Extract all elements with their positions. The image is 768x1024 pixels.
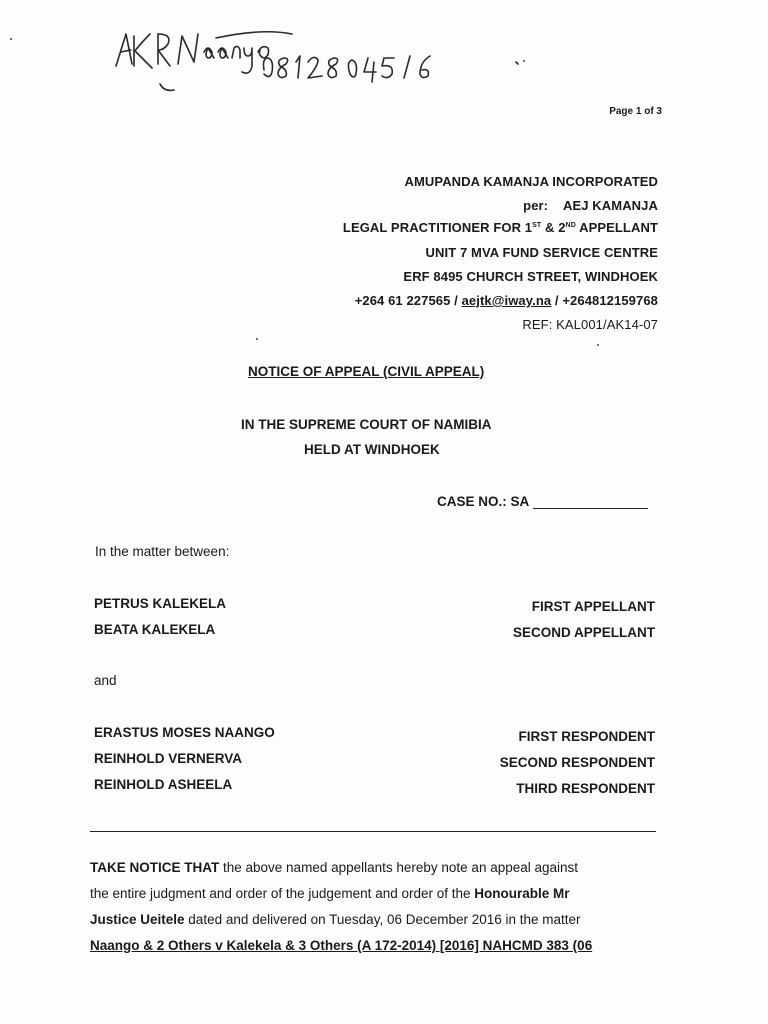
scan-speck xyxy=(523,60,525,62)
body-text-3: dated and delivered on Tuesday, 06 December 2016 in the matter xyxy=(184,912,581,927)
judge-title: Honourable Mr xyxy=(474,886,570,901)
address-line-2: ERF 8495 CHURCH STREET, WINDHOEK xyxy=(403,269,658,284)
ordinal-first: ST xyxy=(532,222,542,229)
respondent-3-role: THIRD RESPONDENT xyxy=(516,781,655,796)
case-number-label: CASE NO.: SA xyxy=(437,494,530,509)
firm-per-line xyxy=(523,198,658,213)
matter-between: In the matter between: xyxy=(95,544,230,559)
body-line-2 xyxy=(90,881,658,907)
mobile-number: +264812159768 xyxy=(562,293,658,308)
court-name: IN THE SUPREME COURT OF NAMIBIA xyxy=(241,417,492,432)
address-line-1: UNIT 7 MVA FUND SERVICE CENTRE xyxy=(425,245,658,260)
body-text-2: the entire judgment and order of the judgement and order of the xyxy=(90,886,475,901)
notice-body xyxy=(90,855,658,959)
ordinal-second: ND xyxy=(565,222,576,229)
body-line-4 xyxy=(90,933,658,959)
page-number: Page 1 of 3 xyxy=(609,106,662,117)
respondent-2-name: REINHOLD VERNERVA xyxy=(94,751,243,766)
practitioner-text-c: APPELLANT xyxy=(575,220,658,235)
respondent-3-name: REINHOLD ASHEELA xyxy=(94,777,233,792)
appellant-2-name: BEATA KALEKELA xyxy=(94,622,216,637)
practitioner-text-a: LEGAL PRACTITIONER FOR 1 xyxy=(342,220,533,235)
per-name: AEJ KAMANJA xyxy=(562,198,658,213)
handwritten-signature xyxy=(112,22,532,102)
court-location: HELD AT WINDHOEK xyxy=(304,442,440,457)
respondent-2-role: SECOND RESPONDENT xyxy=(499,755,655,770)
take-notice-lead: TAKE NOTICE THAT xyxy=(90,860,220,875)
section-divider xyxy=(90,831,656,832)
email-link[interactable]: aejtk@iway.na xyxy=(461,293,552,308)
judge-name: Justice Ueitele xyxy=(90,912,185,927)
case-number xyxy=(437,494,648,509)
notice-title: NOTICE OF APPEAL (CIVIL APPEAL) xyxy=(248,364,485,379)
case-number-blank xyxy=(533,508,648,509)
case-citation: Naango & 2 Others v Kalekela & 3 Others (A 172-2014) [2016] NAHCMD 383 (06 xyxy=(90,938,593,953)
per-label: per: xyxy=(523,198,549,213)
scan-speck xyxy=(10,38,12,40)
body-text-1: the above named appellants hereby note an appeal against xyxy=(219,860,579,875)
firm-name: AMUPANDA KAMANJA INCORPORATED xyxy=(404,174,658,189)
body-line-3 xyxy=(90,907,658,933)
practitioner-line xyxy=(343,220,658,235)
phone-number: +264 61 227565 xyxy=(354,293,451,308)
respondent-1-role: FIRST RESPONDENT xyxy=(518,729,655,744)
body-line-1 xyxy=(90,855,658,881)
appellant-1-role: FIRST APPELLANT xyxy=(531,599,655,614)
respondent-1-name: ERASTUS MOSES NAANGO xyxy=(94,725,275,740)
contact-line: +264 61 227565 / aejtk@iway.na / +264812159768 xyxy=(354,293,658,308)
appellant-2-role: SECOND APPELLANT xyxy=(512,625,655,640)
practitioner-text-b: & 2 xyxy=(541,220,566,235)
appellant-1-name: PETRUS KALEKELA xyxy=(94,596,227,611)
and-separator: and xyxy=(94,673,117,688)
reference: REF: KAL001/AK14-07 xyxy=(522,317,658,332)
scan-speck xyxy=(597,344,599,346)
scan-speck xyxy=(256,338,258,340)
